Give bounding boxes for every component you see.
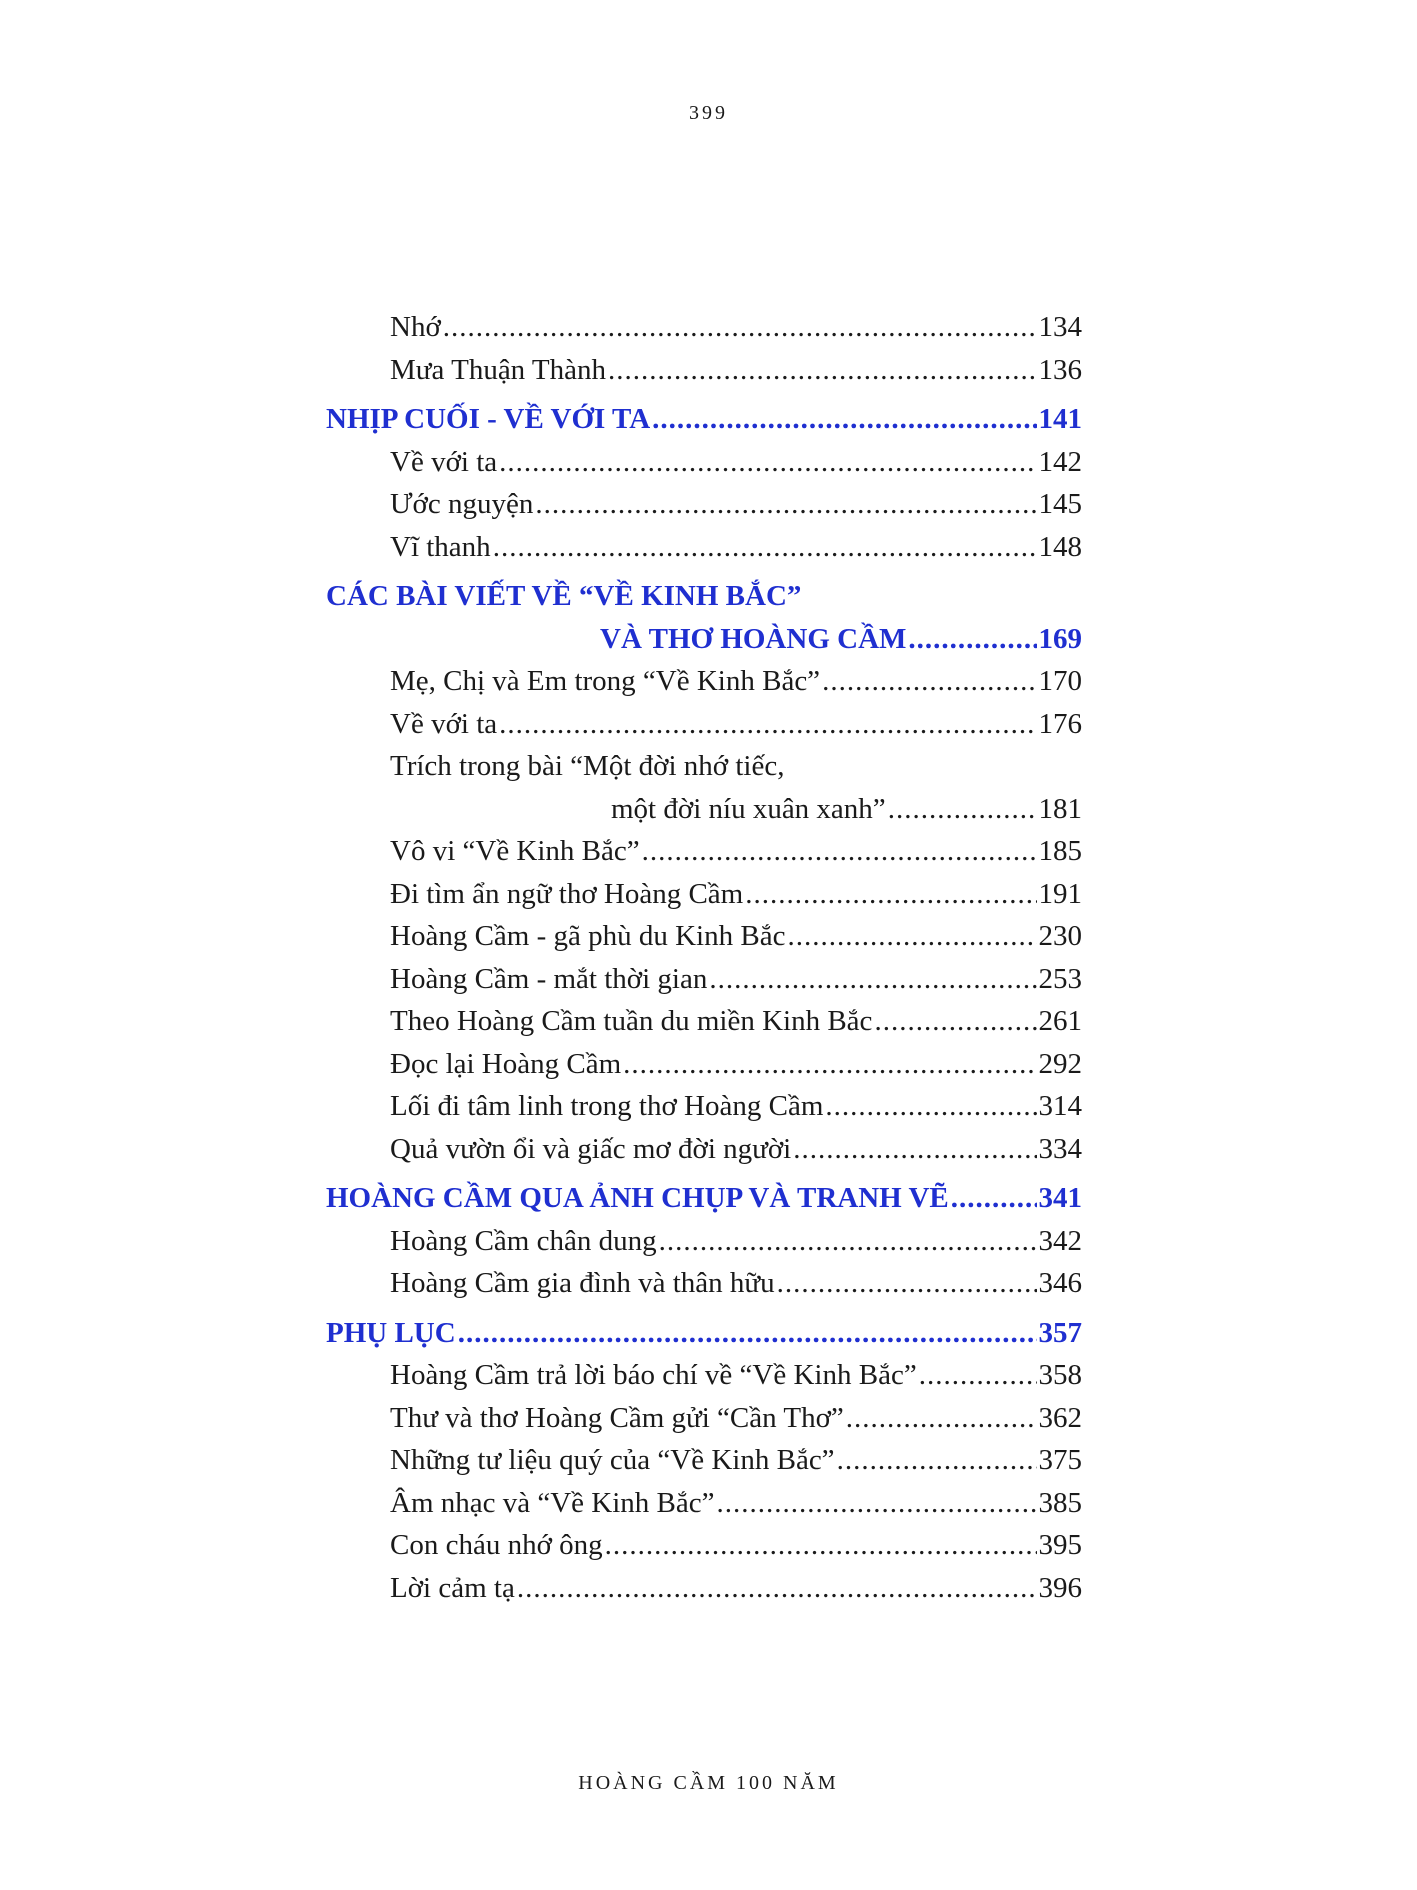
toc-entry-title: Về với ta: [390, 707, 498, 740]
toc-entry[interactable]: [326, 915, 1082, 958]
toc-entry[interactable]: [326, 483, 1082, 526]
toc-entry[interactable]: [326, 441, 1082, 484]
toc-entry-title: Vô vi “Về Kinh Bắc”: [390, 835, 640, 867]
toc-section-title: VÀ THƠ HOÀNG CẦM: [600, 622, 907, 655]
toc-entry[interactable]: [326, 1482, 1082, 1525]
dot-leader: [745, 873, 1036, 916]
toc-entry-page: 191: [1038, 877, 1082, 910]
toc-entry-title: Đọc lại Hoàng Cầm: [390, 1047, 622, 1080]
toc-entry-title: Hoàng Cầm trả lời báo chí về “Về Kinh Bắc”: [390, 1359, 917, 1391]
toc-entry-title: Về với ta: [390, 445, 498, 478]
toc-section-page: 341: [1038, 1182, 1082, 1214]
toc-entry-title: Đi tìm ẩn ngữ thơ Hoàng Cầm: [390, 877, 744, 910]
toc-entry-title: Nhớ: [390, 311, 441, 343]
toc-entry-page: 362: [1038, 1401, 1082, 1434]
toc-entry-page: 134: [1038, 311, 1082, 343]
toc-entry[interactable]: [326, 1043, 1082, 1086]
toc-entry[interactable]: [326, 660, 1082, 703]
dot-leader: [951, 1177, 1037, 1220]
toc-entry-page: 292: [1038, 1047, 1082, 1080]
toc-section-title: HOÀNG CẦM QUA ẢNH CHỤP VÀ TRANH VẼ: [326, 1182, 949, 1214]
toc-entry[interactable]: [326, 1397, 1082, 1440]
toc-entry-title: Lối đi tâm linh trong thơ Hoàng Cầm: [390, 1090, 824, 1122]
toc-section-heading-continued[interactable]: [326, 618, 1082, 661]
toc-entry[interactable]: [326, 745, 1082, 788]
toc-entry-title: Mẹ, Chị và Em trong “Về Kinh Bắc”: [390, 665, 821, 697]
toc-entry-title: Ước nguyện: [390, 488, 534, 520]
toc-section-heading[interactable]: [326, 575, 1082, 618]
toc-section-page: 141: [1038, 403, 1082, 435]
toc-entry-title: Con cháu nhớ ông: [390, 1529, 603, 1561]
toc-entry-page: 385: [1038, 1486, 1082, 1519]
dot-leader: [499, 441, 1036, 484]
toc-entry-page: 334: [1038, 1132, 1082, 1165]
toc-entry-continued[interactable]: [326, 788, 1082, 831]
toc-entry[interactable]: [326, 349, 1082, 392]
toc-entry[interactable]: [326, 1000, 1082, 1043]
toc-entry-page: 396: [1038, 1571, 1082, 1604]
dot-leader: [659, 1220, 1037, 1263]
toc-section-heading[interactable]: [326, 1312, 1082, 1355]
dot-leader: [623, 1043, 1036, 1086]
toc-entry[interactable]: [326, 306, 1082, 349]
dot-leader: [777, 1262, 1037, 1305]
toc-entry-page: 185: [1038, 835, 1082, 867]
dot-leader: [499, 703, 1036, 746]
toc-entry[interactable]: [326, 1567, 1082, 1610]
toc-entry-page: 181: [1038, 792, 1082, 825]
toc-entry-page: 176: [1038, 707, 1082, 740]
toc-entry[interactable]: [326, 958, 1082, 1001]
toc-entry-title: Thư và thơ Hoàng Cầm gửi “Cần Thơ”: [390, 1401, 844, 1434]
dot-leader: [709, 958, 1036, 1001]
toc-entry-title: Trích trong bài “Một đời nhớ tiếc,: [390, 750, 785, 782]
toc-entry-title: Vĩ thanh: [390, 530, 491, 563]
page-number: 399: [689, 102, 728, 124]
dot-leader: [919, 1354, 1037, 1397]
dot-leader: [846, 1397, 1037, 1440]
dot-leader: [837, 1439, 1037, 1482]
toc-entry-page: 230: [1038, 920, 1082, 952]
dot-leader: [874, 1000, 1036, 1043]
toc-entry-page: 170: [1038, 665, 1082, 697]
toc-entry[interactable]: [326, 1085, 1082, 1128]
running-footer: HOÀNG CẦM 100 NĂM: [578, 1772, 839, 1794]
toc-entry[interactable]: [326, 1439, 1082, 1482]
toc-entry[interactable]: [326, 1524, 1082, 1567]
dot-leader: [787, 915, 1036, 958]
dot-leader: [822, 660, 1036, 703]
toc-section-heading[interactable]: [326, 398, 1082, 441]
toc-entry-page: 375: [1038, 1444, 1082, 1476]
dot-leader: [652, 398, 1036, 441]
toc-entry-title: Theo Hoàng Cầm tuần du miền Kinh Bắc: [390, 1005, 873, 1037]
toc-section-page: 169: [1038, 622, 1082, 655]
dot-leader: [888, 788, 1037, 831]
dot-leader: [605, 1524, 1037, 1567]
dot-leader: [793, 1128, 1036, 1171]
dot-leader: [443, 306, 1037, 349]
toc-entry-title: Lời cảm tạ: [390, 1571, 515, 1604]
toc-entry-title: Mưa Thuận Thành: [390, 353, 606, 386]
toc-entry[interactable]: [326, 1128, 1082, 1171]
toc-entry-page: 358: [1038, 1359, 1082, 1391]
toc-section-heading[interactable]: [326, 1177, 1082, 1220]
toc-entry[interactable]: [326, 526, 1082, 569]
dot-leader: [458, 1312, 1037, 1355]
toc-entry[interactable]: [326, 1354, 1082, 1397]
dot-leader: [642, 830, 1037, 873]
toc-entry-title: Quả vườn ổi và giấc mơ đời người: [390, 1132, 792, 1165]
toc-entry-title: Hoàng Cầm chân dung: [390, 1224, 657, 1257]
dot-leader: [493, 526, 1037, 569]
dot-leader: [825, 1085, 1036, 1128]
toc-entry-page: 342: [1038, 1224, 1082, 1257]
toc-entry-title: Hoàng Cầm - gã phù du Kinh Bắc: [390, 920, 786, 952]
toc-entry[interactable]: [326, 703, 1082, 746]
toc-entry-page: 314: [1038, 1090, 1082, 1122]
toc-entry[interactable]: [326, 1262, 1082, 1305]
dot-leader: [717, 1482, 1037, 1525]
toc-entry-page: 148: [1038, 530, 1082, 563]
toc-entry-page: 136: [1038, 353, 1082, 386]
toc-entry-title: Hoàng Cầm - mắt thời gian: [390, 962, 708, 995]
toc-entry-page: 145: [1038, 488, 1082, 520]
toc-section-page: 357: [1038, 1316, 1082, 1349]
toc-entry-title: Những tư liệu quý của “Về Kinh Bắc”: [390, 1444, 835, 1476]
toc-section-title: PHỤ LỤC: [326, 1316, 456, 1349]
table-of-contents: [326, 306, 1082, 1609]
toc-entry[interactable]: [326, 830, 1082, 873]
dot-leader: [517, 1567, 1037, 1610]
toc-section-title: NHỊP CUỐI - VỀ VỚI TA: [326, 403, 651, 435]
toc-entry-page: 346: [1038, 1267, 1082, 1299]
dot-leader: [608, 349, 1037, 392]
toc-entry-page: 253: [1038, 962, 1082, 995]
toc-entry-title: Âm nhạc và “Về Kinh Bắc”: [390, 1486, 715, 1519]
toc-entry[interactable]: [326, 873, 1082, 916]
toc-entry-page: 142: [1038, 445, 1082, 478]
toc-entry-page: 395: [1038, 1529, 1082, 1561]
dot-leader: [908, 618, 1036, 661]
toc-section-title: CÁC BÀI VIẾT VỀ “VỀ KINH BẮC”: [326, 580, 802, 612]
toc-entry-title: Hoàng Cầm gia đình và thân hữu: [390, 1267, 775, 1299]
dot-leader: [535, 483, 1036, 526]
toc-entry[interactable]: [326, 1220, 1082, 1263]
toc-entry-title: một đời níu xuân xanh”: [611, 792, 886, 825]
toc-entry-page: 261: [1038, 1005, 1082, 1037]
